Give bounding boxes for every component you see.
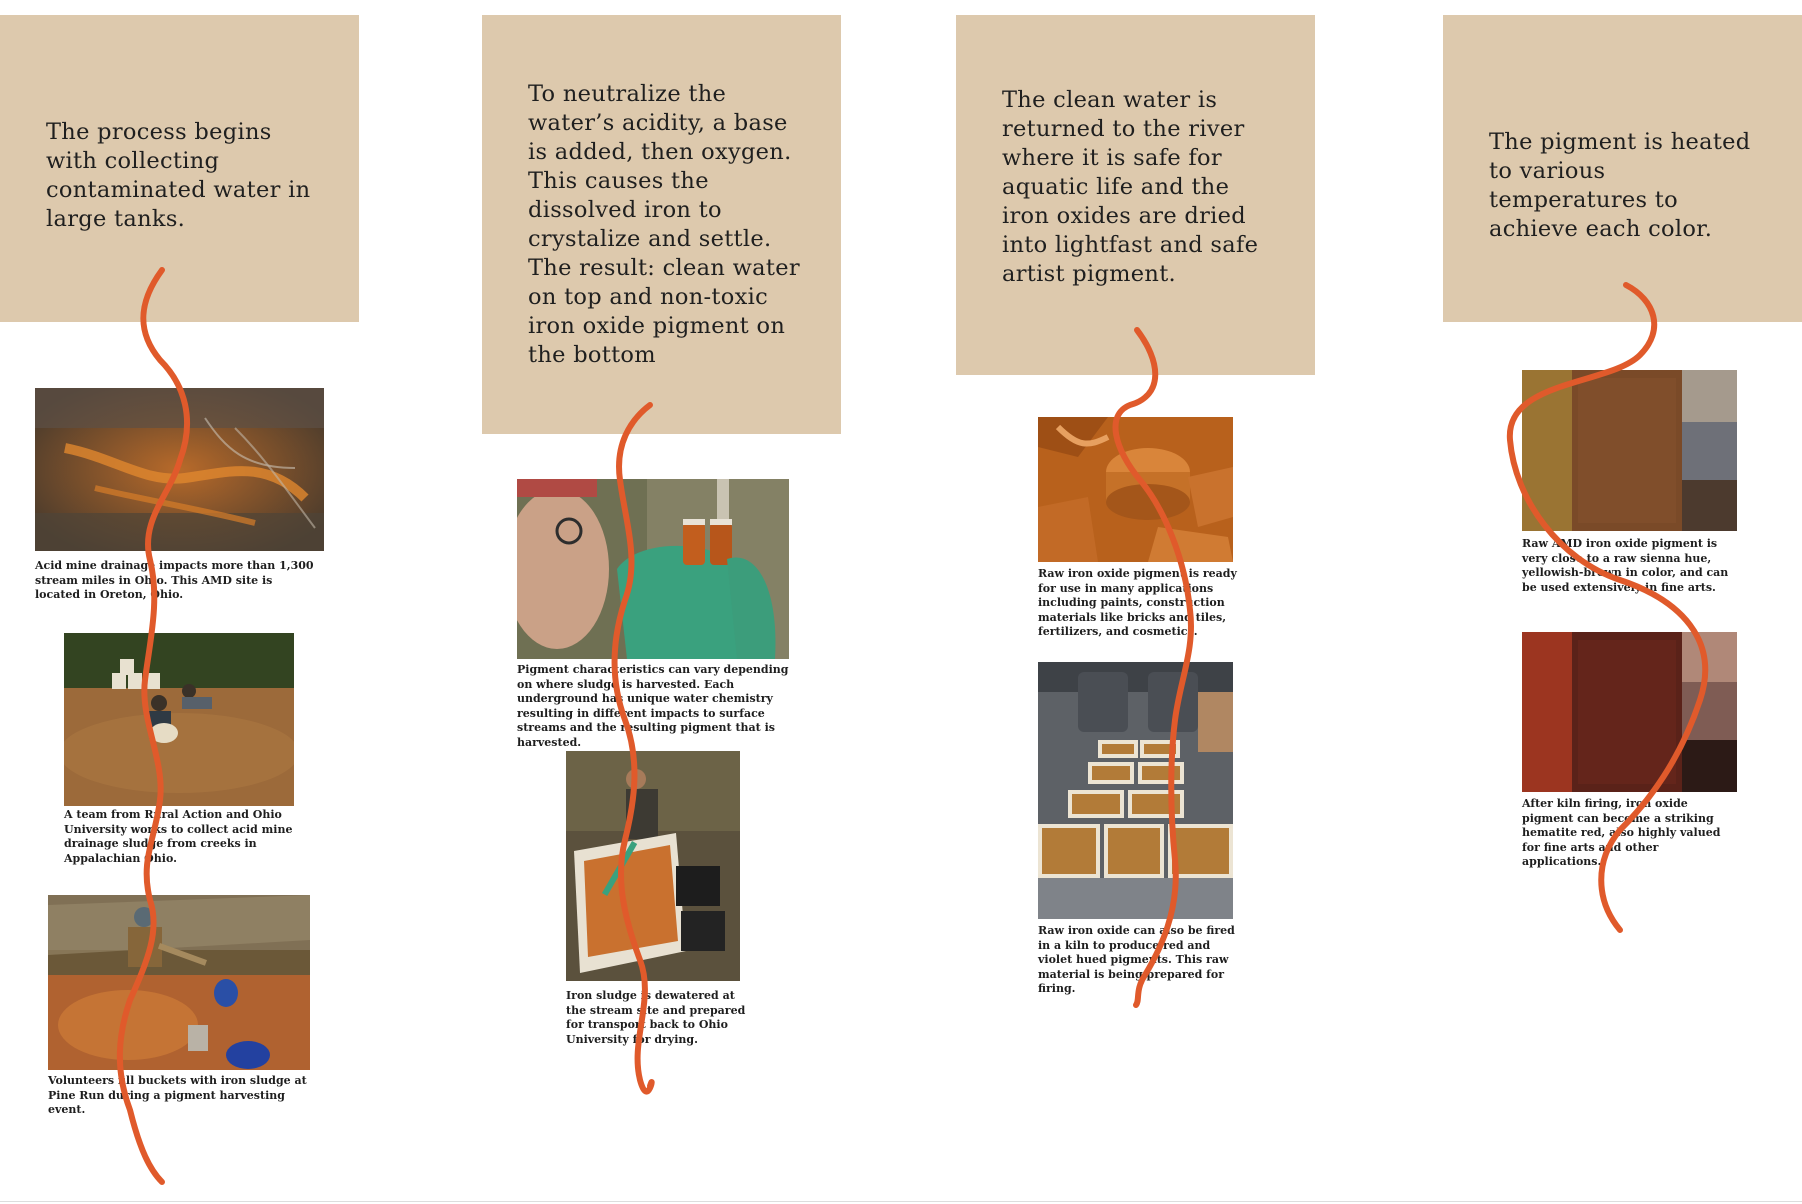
- photo-team-creek: [64, 633, 294, 806]
- photo-dewatering: [566, 751, 740, 981]
- photo-amd-aerial: [35, 388, 324, 551]
- caption-amd-aerial: Acid mine drainage impacts more than 1,300 stream miles in Ohio. This AMD site is located in Oreton, Ohio.: [35, 559, 314, 602]
- photo-van-trays: [1038, 662, 1233, 919]
- caption-dried-pigment: Raw iron oxide pigment is ready for use in many applications including paints, construction materials like bricks and tiles, fertilizers, and cosmetics.: [1038, 567, 1237, 639]
- photo-hematite-swatches: [1522, 632, 1737, 792]
- caption-raw-sienna: Raw AMD iron oxide pigment is very close to a raw sienna hue, yellowish-brown in color, and can be used extensively in fine arts.: [1522, 537, 1729, 594]
- photo-volunteers-buckets: [48, 895, 310, 1070]
- step-1-text: The process begins with collecting contaminated water in large tanks.: [46, 119, 311, 232]
- photo-pigment-jars: [517, 479, 789, 659]
- step-2-text: To neutralize the water’s acidity, a base is added, then oxygen. This causes the dissolved iron to crystalize and settle. The result: clean water on top and non-toxic iron oxide pigment on the bottom: [528, 81, 800, 368]
- caption-pigment-jars: Pigment characteristics can vary depending on where sludge is harvested. Each underground has unique water chemistry resulting in different impacts to surface streams and the resulting pigment that is harvested.: [517, 663, 789, 749]
- step-1-panel: [0, 15, 359, 322]
- bottom-divider: [0, 1201, 1802, 1202]
- caption-hematite: After kiln firing, iron oxide pigment can become a striking hematite red, also highly valued for fine arts and other applications.: [1522, 797, 1721, 869]
- step-2-panel: [482, 15, 841, 434]
- step-3-text: The clean water is returned to the river where it is safe for aquatic life and the iron oxides are dried into lightfast and safe artist pigment.: [1002, 87, 1259, 287]
- step-4-text: The pigment is heated to various temperatures to achieve each color.: [1489, 129, 1751, 242]
- step-4-panel: [1443, 15, 1802, 322]
- caption-volunteers-buckets: Volunteers fill buckets with iron sludge at Pine Run during a pigment harvesting event.: [48, 1074, 307, 1117]
- caption-team-creek: A team from Rural Action and Ohio University works to collect acid mine drainage sludge from creeks in Appalachian Ohio.: [64, 808, 293, 865]
- photo-raw-sienna-swatches: [1522, 370, 1737, 531]
- caption-van-trays: Raw iron oxide can also be fired in a kiln to produce red and violet hued pigments. This raw material is being prepared for firing.: [1038, 924, 1235, 996]
- caption-dewatering: Iron sludge is dewatered at the stream site and prepared for transport back to Ohio University for drying.: [566, 989, 746, 1046]
- step-3-panel: [956, 15, 1315, 375]
- photo-dried-pigment: [1038, 417, 1233, 562]
